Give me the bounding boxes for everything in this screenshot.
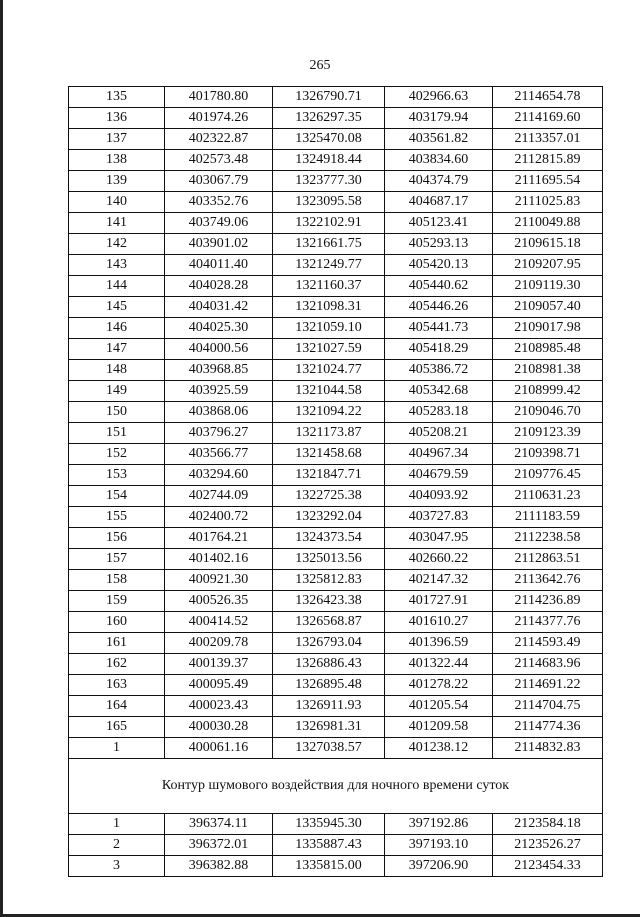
point-number-cell: 1 — [69, 738, 165, 759]
table-row — [69, 444, 603, 465]
coord-c-cell: 405123.41 — [385, 213, 493, 234]
coord-a-cell: 402573.48 — [165, 150, 273, 171]
table-row — [69, 507, 603, 528]
coord-c-cell: 405342.68 — [385, 381, 493, 402]
table-row — [69, 717, 603, 738]
coord-d-cell: 2109615.18 — [493, 234, 603, 255]
table-row — [69, 549, 603, 570]
coord-b-cell: 1321160.37 — [273, 276, 385, 297]
point-number-cell: 164 — [69, 696, 165, 717]
coord-b-cell: 1321094.22 — [273, 402, 385, 423]
coord-d-cell: 2112815.89 — [493, 150, 603, 171]
coord-c-cell: 401238.12 — [385, 738, 493, 759]
coord-c-cell: 397193.10 — [385, 835, 493, 856]
coord-d-cell: 2123454.33 — [493, 856, 603, 877]
coord-b-cell: 1326793.04 — [273, 633, 385, 654]
coord-d-cell: 2111695.54 — [493, 171, 603, 192]
coord-c-cell: 401610.27 — [385, 612, 493, 633]
section-header-body — [69, 759, 603, 814]
coord-a-cell: 403566.77 — [165, 444, 273, 465]
coord-d-cell: 2113642.76 — [493, 570, 603, 591]
table-row — [69, 591, 603, 612]
coord-a-cell: 396372.01 — [165, 835, 273, 856]
coord-c-cell: 404093.92 — [385, 486, 493, 507]
coord-a-cell: 401974.26 — [165, 108, 273, 129]
table-row — [69, 486, 603, 507]
point-number-cell: 158 — [69, 570, 165, 591]
coord-c-cell: 397206.90 — [385, 856, 493, 877]
table-row — [69, 318, 603, 339]
table-row — [69, 213, 603, 234]
coord-c-cell: 405386.72 — [385, 360, 493, 381]
coord-c-cell: 403179.94 — [385, 108, 493, 129]
coord-c-cell: 403047.95 — [385, 528, 493, 549]
coord-a-cell: 402744.09 — [165, 486, 273, 507]
coord-a-cell: 400414.52 — [165, 612, 273, 633]
point-number-cell: 161 — [69, 633, 165, 654]
coord-d-cell: 2114691.22 — [493, 675, 603, 696]
coord-b-cell: 1335887.43 — [273, 835, 385, 856]
coord-b-cell: 1321661.75 — [273, 234, 385, 255]
coord-d-cell: 2114169.60 — [493, 108, 603, 129]
coord-d-cell: 2123584.18 — [493, 814, 603, 835]
coord-d-cell: 2114704.75 — [493, 696, 603, 717]
point-number-cell: 156 — [69, 528, 165, 549]
coord-a-cell: 403796.27 — [165, 423, 273, 444]
coord-d-cell: 2123526.27 — [493, 835, 603, 856]
point-number-cell: 1 — [69, 814, 165, 835]
coord-d-cell: 2108981.38 — [493, 360, 603, 381]
section-title: Контур шумового воздействия для ночного времени суток — [69, 759, 603, 814]
coordinates-table-body-top — [69, 87, 603, 759]
coord-a-cell: 403968.85 — [165, 360, 273, 381]
point-number-cell: 154 — [69, 486, 165, 507]
coord-b-cell: 1326568.87 — [273, 612, 385, 633]
table-row — [69, 339, 603, 360]
page-number: 265 — [309, 58, 331, 73]
coord-c-cell: 404679.59 — [385, 465, 493, 486]
point-number-cell: 157 — [69, 549, 165, 570]
coord-b-cell: 1326297.35 — [273, 108, 385, 129]
point-number-cell: 139 — [69, 171, 165, 192]
coord-d-cell: 2112238.58 — [493, 528, 603, 549]
table-row — [69, 528, 603, 549]
coord-c-cell: 401727.91 — [385, 591, 493, 612]
coord-b-cell: 1322725.38 — [273, 486, 385, 507]
coord-a-cell: 401764.21 — [165, 528, 273, 549]
coord-a-cell: 400921.30 — [165, 570, 273, 591]
point-number-cell: 159 — [69, 591, 165, 612]
coord-d-cell: 2109017.98 — [493, 318, 603, 339]
table-row — [69, 465, 603, 486]
coord-b-cell: 1321059.10 — [273, 318, 385, 339]
coord-b-cell: 1335815.00 — [273, 856, 385, 877]
table-row — [69, 276, 603, 297]
coord-b-cell: 1324373.54 — [273, 528, 385, 549]
coord-a-cell: 400095.49 — [165, 675, 273, 696]
coord-d-cell: 2111183.59 — [493, 507, 603, 528]
coord-c-cell: 405420.13 — [385, 255, 493, 276]
coord-c-cell: 402660.22 — [385, 549, 493, 570]
coord-b-cell: 1325470.08 — [273, 129, 385, 150]
coord-d-cell: 2109057.40 — [493, 297, 603, 318]
coord-b-cell: 1321249.77 — [273, 255, 385, 276]
coord-b-cell: 1326790.71 — [273, 87, 385, 108]
point-number-cell: 149 — [69, 381, 165, 402]
coord-a-cell: 396374.11 — [165, 814, 273, 835]
coord-a-cell: 402322.87 — [165, 129, 273, 150]
table-row — [69, 570, 603, 591]
coord-c-cell: 402966.63 — [385, 87, 493, 108]
coord-c-cell: 405283.18 — [385, 402, 493, 423]
point-number-cell: 2 — [69, 835, 165, 856]
point-number-cell: 137 — [69, 129, 165, 150]
coord-b-cell: 1323777.30 — [273, 171, 385, 192]
coord-d-cell: 2114236.89 — [493, 591, 603, 612]
table-row — [69, 835, 603, 856]
coord-d-cell: 2114774.36 — [493, 717, 603, 738]
coord-d-cell: 2109119.30 — [493, 276, 603, 297]
coord-b-cell: 1326895.48 — [273, 675, 385, 696]
section-header-row — [69, 759, 603, 814]
coord-c-cell: 403727.83 — [385, 507, 493, 528]
coord-d-cell: 2110631.23 — [493, 486, 603, 507]
coordinates-table — [68, 86, 603, 877]
table-row — [69, 255, 603, 276]
coord-d-cell: 2109398.71 — [493, 444, 603, 465]
coord-c-cell: 404374.79 — [385, 171, 493, 192]
table-row — [69, 814, 603, 835]
point-number-cell: 152 — [69, 444, 165, 465]
coord-a-cell: 404028.28 — [165, 276, 273, 297]
coord-a-cell: 403067.79 — [165, 171, 273, 192]
coord-a-cell: 400526.35 — [165, 591, 273, 612]
coord-b-cell: 1321847.71 — [273, 465, 385, 486]
coord-c-cell: 405440.62 — [385, 276, 493, 297]
coord-a-cell: 401402.16 — [165, 549, 273, 570]
coord-b-cell: 1327038.57 — [273, 738, 385, 759]
coord-c-cell: 397192.86 — [385, 814, 493, 835]
coordinates-table-body-bottom — [69, 814, 603, 877]
coord-b-cell: 1326886.43 — [273, 654, 385, 675]
table-row — [69, 234, 603, 255]
coord-d-cell: 2108999.42 — [493, 381, 603, 402]
coord-c-cell: 401209.58 — [385, 717, 493, 738]
table-row — [69, 381, 603, 402]
table-row — [69, 360, 603, 381]
coord-d-cell: 2108985.48 — [493, 339, 603, 360]
table-row — [69, 633, 603, 654]
table-row — [69, 108, 603, 129]
coord-c-cell: 401396.59 — [385, 633, 493, 654]
coord-a-cell: 403294.60 — [165, 465, 273, 486]
coord-d-cell: 2114593.49 — [493, 633, 603, 654]
point-number-cell: 143 — [69, 255, 165, 276]
coord-c-cell: 405441.73 — [385, 318, 493, 339]
point-number-cell: 151 — [69, 423, 165, 444]
coord-b-cell: 1326423.38 — [273, 591, 385, 612]
coord-b-cell: 1321027.59 — [273, 339, 385, 360]
coord-c-cell: 404967.34 — [385, 444, 493, 465]
coord-d-cell: 2110049.88 — [493, 213, 603, 234]
coord-d-cell: 2111025.83 — [493, 192, 603, 213]
table-row — [69, 612, 603, 633]
point-number-cell: 145 — [69, 297, 165, 318]
table-row — [69, 87, 603, 108]
coord-b-cell: 1321098.31 — [273, 297, 385, 318]
point-number-cell: 165 — [69, 717, 165, 738]
coord-d-cell: 2113357.01 — [493, 129, 603, 150]
point-number-cell: 141 — [69, 213, 165, 234]
point-number-cell: 163 — [69, 675, 165, 696]
point-number-cell: 150 — [69, 402, 165, 423]
point-number-cell: 146 — [69, 318, 165, 339]
point-number-cell: 142 — [69, 234, 165, 255]
coord-b-cell: 1326911.93 — [273, 696, 385, 717]
point-number-cell: 144 — [69, 276, 165, 297]
coord-a-cell: 400030.28 — [165, 717, 273, 738]
coord-b-cell: 1324918.44 — [273, 150, 385, 171]
coord-c-cell: 401322.44 — [385, 654, 493, 675]
coord-c-cell: 401205.54 — [385, 696, 493, 717]
table-row — [69, 297, 603, 318]
coord-a-cell: 404011.40 — [165, 255, 273, 276]
point-number-cell: 153 — [69, 465, 165, 486]
coord-d-cell: 2109776.45 — [493, 465, 603, 486]
coord-c-cell: 402147.32 — [385, 570, 493, 591]
point-number-cell: 147 — [69, 339, 165, 360]
coord-a-cell: 402400.72 — [165, 507, 273, 528]
table-row — [69, 129, 603, 150]
coord-b-cell: 1325812.83 — [273, 570, 385, 591]
coord-a-cell: 400139.37 — [165, 654, 273, 675]
table-row — [69, 654, 603, 675]
coord-d-cell: 2114683.96 — [493, 654, 603, 675]
coord-a-cell: 403749.06 — [165, 213, 273, 234]
coord-d-cell: 2114654.78 — [493, 87, 603, 108]
coord-d-cell: 2109046.70 — [493, 402, 603, 423]
point-number-cell: 140 — [69, 192, 165, 213]
table-row — [69, 423, 603, 444]
table-row — [69, 696, 603, 717]
coord-b-cell: 1326981.31 — [273, 717, 385, 738]
point-number-cell: 135 — [69, 87, 165, 108]
point-number-cell: 155 — [69, 507, 165, 528]
coord-c-cell: 401278.22 — [385, 675, 493, 696]
coord-c-cell: 403834.60 — [385, 150, 493, 171]
coord-b-cell: 1323095.58 — [273, 192, 385, 213]
point-number-cell: 162 — [69, 654, 165, 675]
coord-a-cell: 403901.02 — [165, 234, 273, 255]
coord-d-cell: 2114377.76 — [493, 612, 603, 633]
table-row — [69, 675, 603, 696]
coord-b-cell: 1321044.58 — [273, 381, 385, 402]
coord-b-cell: 1325013.56 — [273, 549, 385, 570]
point-number-cell: 148 — [69, 360, 165, 381]
coord-a-cell: 403352.76 — [165, 192, 273, 213]
coord-c-cell: 405446.26 — [385, 297, 493, 318]
table-row — [69, 171, 603, 192]
scan-edge-left — [0, 0, 3, 917]
point-number-cell: 136 — [69, 108, 165, 129]
coord-a-cell: 404031.42 — [165, 297, 273, 318]
coord-b-cell: 1323292.04 — [273, 507, 385, 528]
coord-a-cell: 403868.06 — [165, 402, 273, 423]
table-row — [69, 856, 603, 877]
coord-b-cell: 1321173.87 — [273, 423, 385, 444]
coord-a-cell: 400061.16 — [165, 738, 273, 759]
coord-a-cell: 400023.43 — [165, 696, 273, 717]
coord-b-cell: 1322102.91 — [273, 213, 385, 234]
coord-a-cell: 401780.80 — [165, 87, 273, 108]
table-row — [69, 150, 603, 171]
point-number-cell: 138 — [69, 150, 165, 171]
coord-c-cell: 403561.82 — [385, 129, 493, 150]
coord-c-cell: 405293.13 — [385, 234, 493, 255]
table-row — [69, 402, 603, 423]
coord-b-cell: 1321458.68 — [273, 444, 385, 465]
coord-c-cell: 404687.17 — [385, 192, 493, 213]
coord-c-cell: 405208.21 — [385, 423, 493, 444]
coord-d-cell: 2109123.39 — [493, 423, 603, 444]
coord-d-cell: 2112863.51 — [493, 549, 603, 570]
point-number-cell: 160 — [69, 612, 165, 633]
coord-a-cell: 396382.88 — [165, 856, 273, 877]
table-row — [69, 192, 603, 213]
coord-a-cell: 400209.78 — [165, 633, 273, 654]
table-row — [69, 738, 603, 759]
coord-a-cell: 404000.56 — [165, 339, 273, 360]
coord-c-cell: 405418.29 — [385, 339, 493, 360]
coord-b-cell: 1335945.30 — [273, 814, 385, 835]
coord-a-cell: 403925.59 — [165, 381, 273, 402]
coord-a-cell: 404025.30 — [165, 318, 273, 339]
coord-d-cell: 2114832.83 — [493, 738, 603, 759]
point-number-cell: 3 — [69, 856, 165, 877]
coord-d-cell: 2109207.95 — [493, 255, 603, 276]
coord-b-cell: 1321024.77 — [273, 360, 385, 381]
